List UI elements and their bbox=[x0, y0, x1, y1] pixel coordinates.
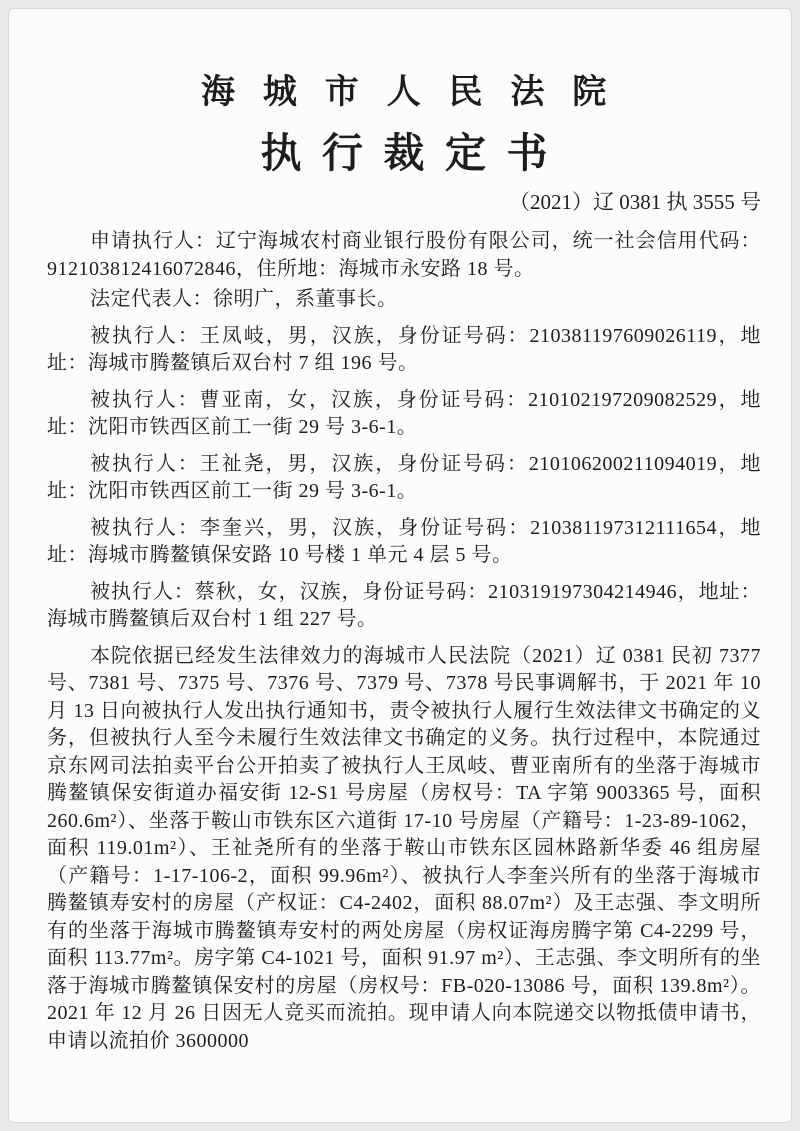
document-title: 执行裁定书 bbox=[260, 130, 568, 176]
paragraph-ruling-body: 本院依据已经发生法律效力的海城市人民法院（2021）辽 0381 民初 7377 号、7381 号、7375 号、7376 号、7379 号、7378 号民事调解书，于 2021 年 10 月 13 日向被执行人发出执行通知书，责令被执行人履行生效法律文书确定的义务，但被执行人至今未履行生效法律文书确定的义务。执行过程中，本院通过京东网司法拍卖平台公开拍卖了被执行人王凤岐、曹亚南所有的坐落于海城市腾鳌镇保安街道办福安街 12-S1 号房屋（房权号：TA 字第 9003365 号，面积 260.6m²）、坐落于鞍山市铁东区六道街 17-10 号房屋（产籍号：1-23-89-1062，面积 119.01m²）、王祉尧所有的坐落于鞍山市铁东区园林路新华委 46 组房屋（产籍号：1-17-106-2，面积 99.96m²）、被执行人李奎兴所有的坐落于海城市腾鳌镇寿安村的房屋（产权证：C4-2402，面积 88.07m²）及王志强、李文明所有的坐落于海城市腾鳌镇寿安村的两处房屋（房权证海房腾字第 C4-2299 号，面积 113.77m²。房字第 C4-1021 号，面积 91.97 m²）、王志强、李文明所有的坐落于海城市腾鳌镇保安村的房屋（房权号：FB-020-13086 号，面积 139.8m²）。2021 年 12 月 26 日因无人竞买而流拍。现申请人向本院递交以物抵债申请书，申请以流拍价 3600000 bbox=[47, 644, 761, 1052]
paragraph-respondent-caoyanan: 被执行人：曹亚南，女，汉族，身份证号码：210102197209082529，地址：沈阳市铁西区前工一街 29 号 3-6-1。 bbox=[47, 388, 761, 438]
paragraph-legal-representative: 法定代表人：徐明广，系董事长。 bbox=[90, 288, 398, 310]
paragraph-respondent-wangfengqi: 被执行人：王凤岐，男，汉族，身份证号码：210381197609026119，地址：海城市腾鳌镇后双台村 7 组 196 号。 bbox=[47, 324, 761, 374]
paragraph-respondent-wangzhiyao: 被执行人：王祉尧，男，汉族，身份证号码：210106200211094019，地址：沈阳市铁西区前工一街 29 号 3-6-1。 bbox=[47, 452, 761, 502]
paragraph-respondent-likuixing: 被执行人：李奎兴，男，汉族，身份证号码：210381197312111654，地址：海城市腾鳌镇保安路 10 号楼 1 单元 4 层 5 号。 bbox=[47, 516, 761, 566]
document-page bbox=[8, 8, 792, 1123]
paragraph-applicant: 申请执行人：辽宁海城农村商业银行股份有限公司，统一社会信用代码：912103812416072846，住所地：海城市永安路 18 号。 bbox=[47, 230, 761, 280]
paragraph-respondent-caiqiu: 被执行人：蔡秋，女，汉族，身份证号码：210319197304214946，地址：海城市腾鳌镇后双台村 1 组 227 号。 bbox=[47, 580, 761, 630]
case-number: （2021）辽 0381 执 3555 号 bbox=[509, 190, 761, 214]
court-name: 海城市人民法院 bbox=[201, 74, 635, 111]
